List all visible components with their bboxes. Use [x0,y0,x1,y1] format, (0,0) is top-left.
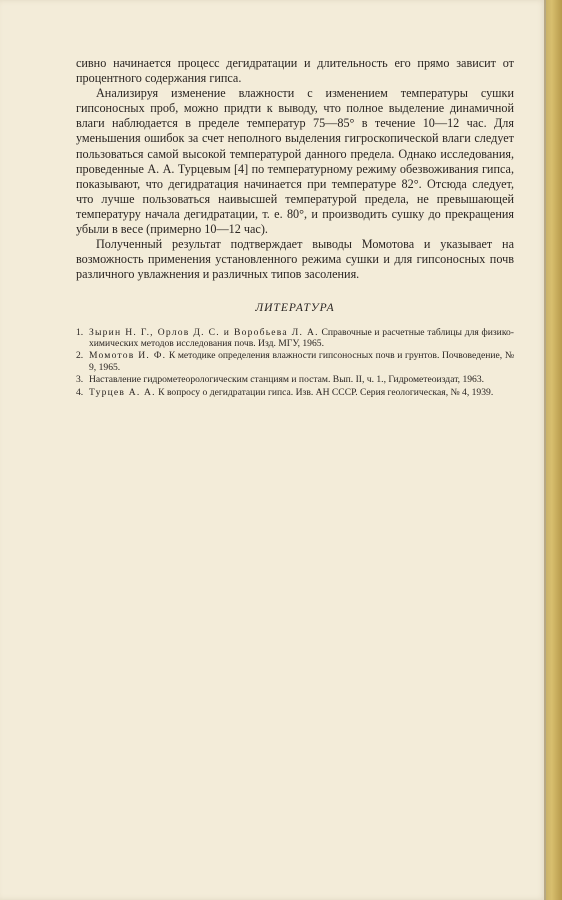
reference-authors: Зырин Н. Г., Орлов Д. С. и Воробьева Л. А. [89,326,319,338]
reference-item [76,374,514,385]
reference-number: 2. [76,350,84,362]
literature-heading: ЛИТЕРАТУРА [255,302,335,315]
paragraph-conclusion: Полученный результат подтверждает выводы Момотова и указывает на возможность применения установленного режима сушки и для гипсоносных почв различного увлажнения и различных типов засоления. [76,237,514,282]
page-body [76,56,514,399]
reference-text: Справочные и расчетные таблицы для физико-химических методов исследования почв. Изд. МГУ, 1965. [89,326,514,349]
paragraph-continuation: сивно начинается процесс дегидратации и длительность его прямо зависит от процентного содержания гипса. [76,56,514,86]
reference-list [76,327,514,398]
book-spine [546,0,562,900]
reference-item [76,327,514,350]
reference-item [76,350,514,373]
reference-text: Наставление гидрометеорологическим станциям и постам. Вып. II, ч. 1., Гидрометеоиздат, 1963. [89,374,485,386]
reference-text: К вопросу о дегидратации гипса. Изв. АН СССР. Серия геологическая, № 4, 1939. [155,386,494,398]
reference-number: 1. [76,326,84,338]
paragraph-analysis: Анализируя изменение влажности с изменением температуры сушки гипсоносных проб, можно придти к выводу, что полное выделение динамичной влаги наблюдается в пределе температур 75—85° в течение 10—12 час. Для уменьшения ошибок за счет неполного выделения гигроскопической влаги следует пользоваться самой высокой температурой данного предела. Однако исследования, проведенные А. А. Турцевым [4] по температурному режиму обезвоживания гипса, показывают, что дегидратация начинается при температуре 82°. Отсюда следует, что лучше пользоваться наивысшей температурой предела, не превышающей температуру начала дегидратации, т. е. 80°, и производить сушку до прекращения убыли в весе (примерно 10—12 час). [76,86,514,237]
reference-number: 4. [76,386,84,398]
reference-authors: Турцев А. А. [89,386,156,398]
reference-authors: Момотов И. Ф. [89,350,167,362]
reference-number: 3. [76,374,84,386]
reference-text: К методике определения влажности гипсоносных почв и грунтов. Почвоведение, № 9, 1965. [89,350,514,373]
reference-item [76,387,514,398]
